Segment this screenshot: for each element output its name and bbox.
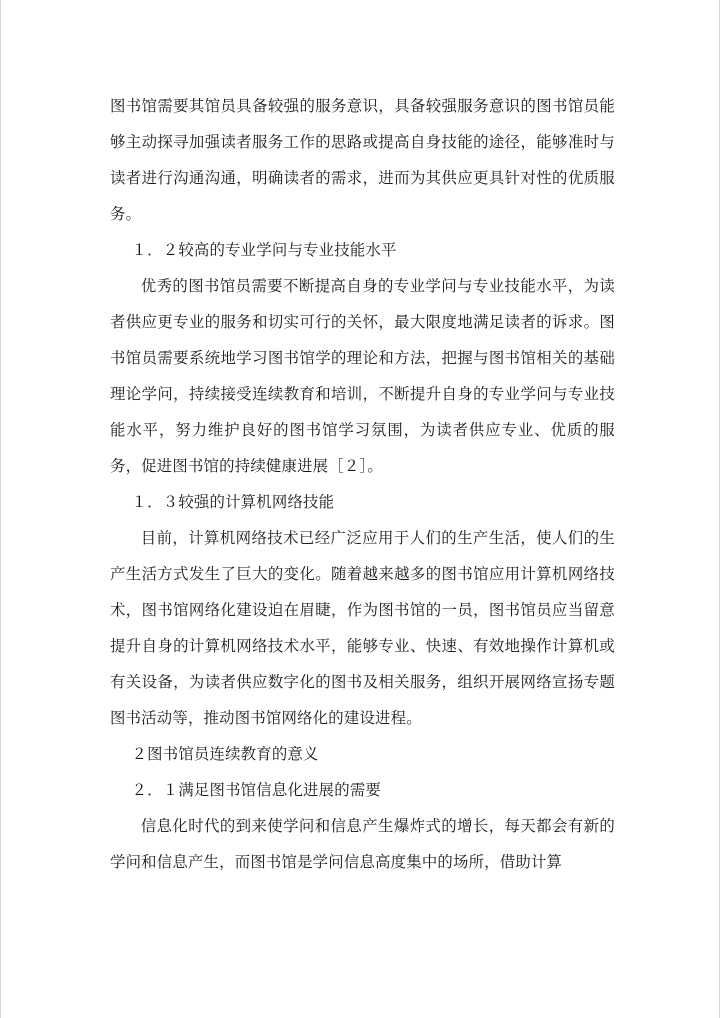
section-heading-2-1: ２．１满足图书馆信息化进展的需要	[131, 781, 381, 799]
paragraph-professional-knowledge: 优秀的图书馆员需要不断提高自身的专业学问与专业技能水平，为读者供应更专业的服务和切实可行的关怀，最大限度地满足读者的诉求。图书馆员需要系统地学习图书馆学的理论和方法，把握与图书馆相关的基础理论学问，持续接受连续教育和培训，不断提升自身的专业学问与专业技能水平，努力维护良好的图书馆学习氛围，为读者供应专业、优质的服务，促进图书馆的持续健康进展［２］。	[110, 277, 615, 475]
paragraph-network-skills: 目前，计算机网络技术已经广泛应用于人们的生产生活，使人们的生产生活方式发生了巨大的变化。随着越来越多的图书馆应用计算机网络技术，图书馆网络化建设迫在眉睫，作为图书馆的一员，图书馆员应当留意提升自身的计算机网络技术水平，能够专业、快速、有效地操作计算机或有关设备，为读者供应数字化的图书及相关服务，组织开展网络宣扬专题图书活动等，推动图书馆网络化的建设进程。	[110, 529, 615, 727]
paragraph-information-age: 信息化时代的到来使学问和信息产生爆炸式的增长，每天都会有新的学问和信息产生，而图书馆是学问信息高度集中的场所，借助计算	[110, 817, 615, 871]
document-body	[110, 88, 615, 880]
section-heading-1-3: １．３较强的计算机网络技能	[131, 493, 335, 511]
paragraph-service-awareness: 图书馆需要其馆员具备较强的服务意识，具备较强服务意识的图书馆员能够主动探寻加强读者服务工作的思路或提高自身技能的途径，能够准时与读者进行沟通沟通，明确读者的需求，进而为其供应更具针对性的优质服务。	[110, 97, 615, 223]
page-left-border	[0, 0, 1, 1018]
section-heading-2: ２图书馆员连续教育的意义	[131, 745, 319, 763]
section-heading-1-2: １．２较高的专业学问与专业技能水平	[131, 241, 397, 259]
